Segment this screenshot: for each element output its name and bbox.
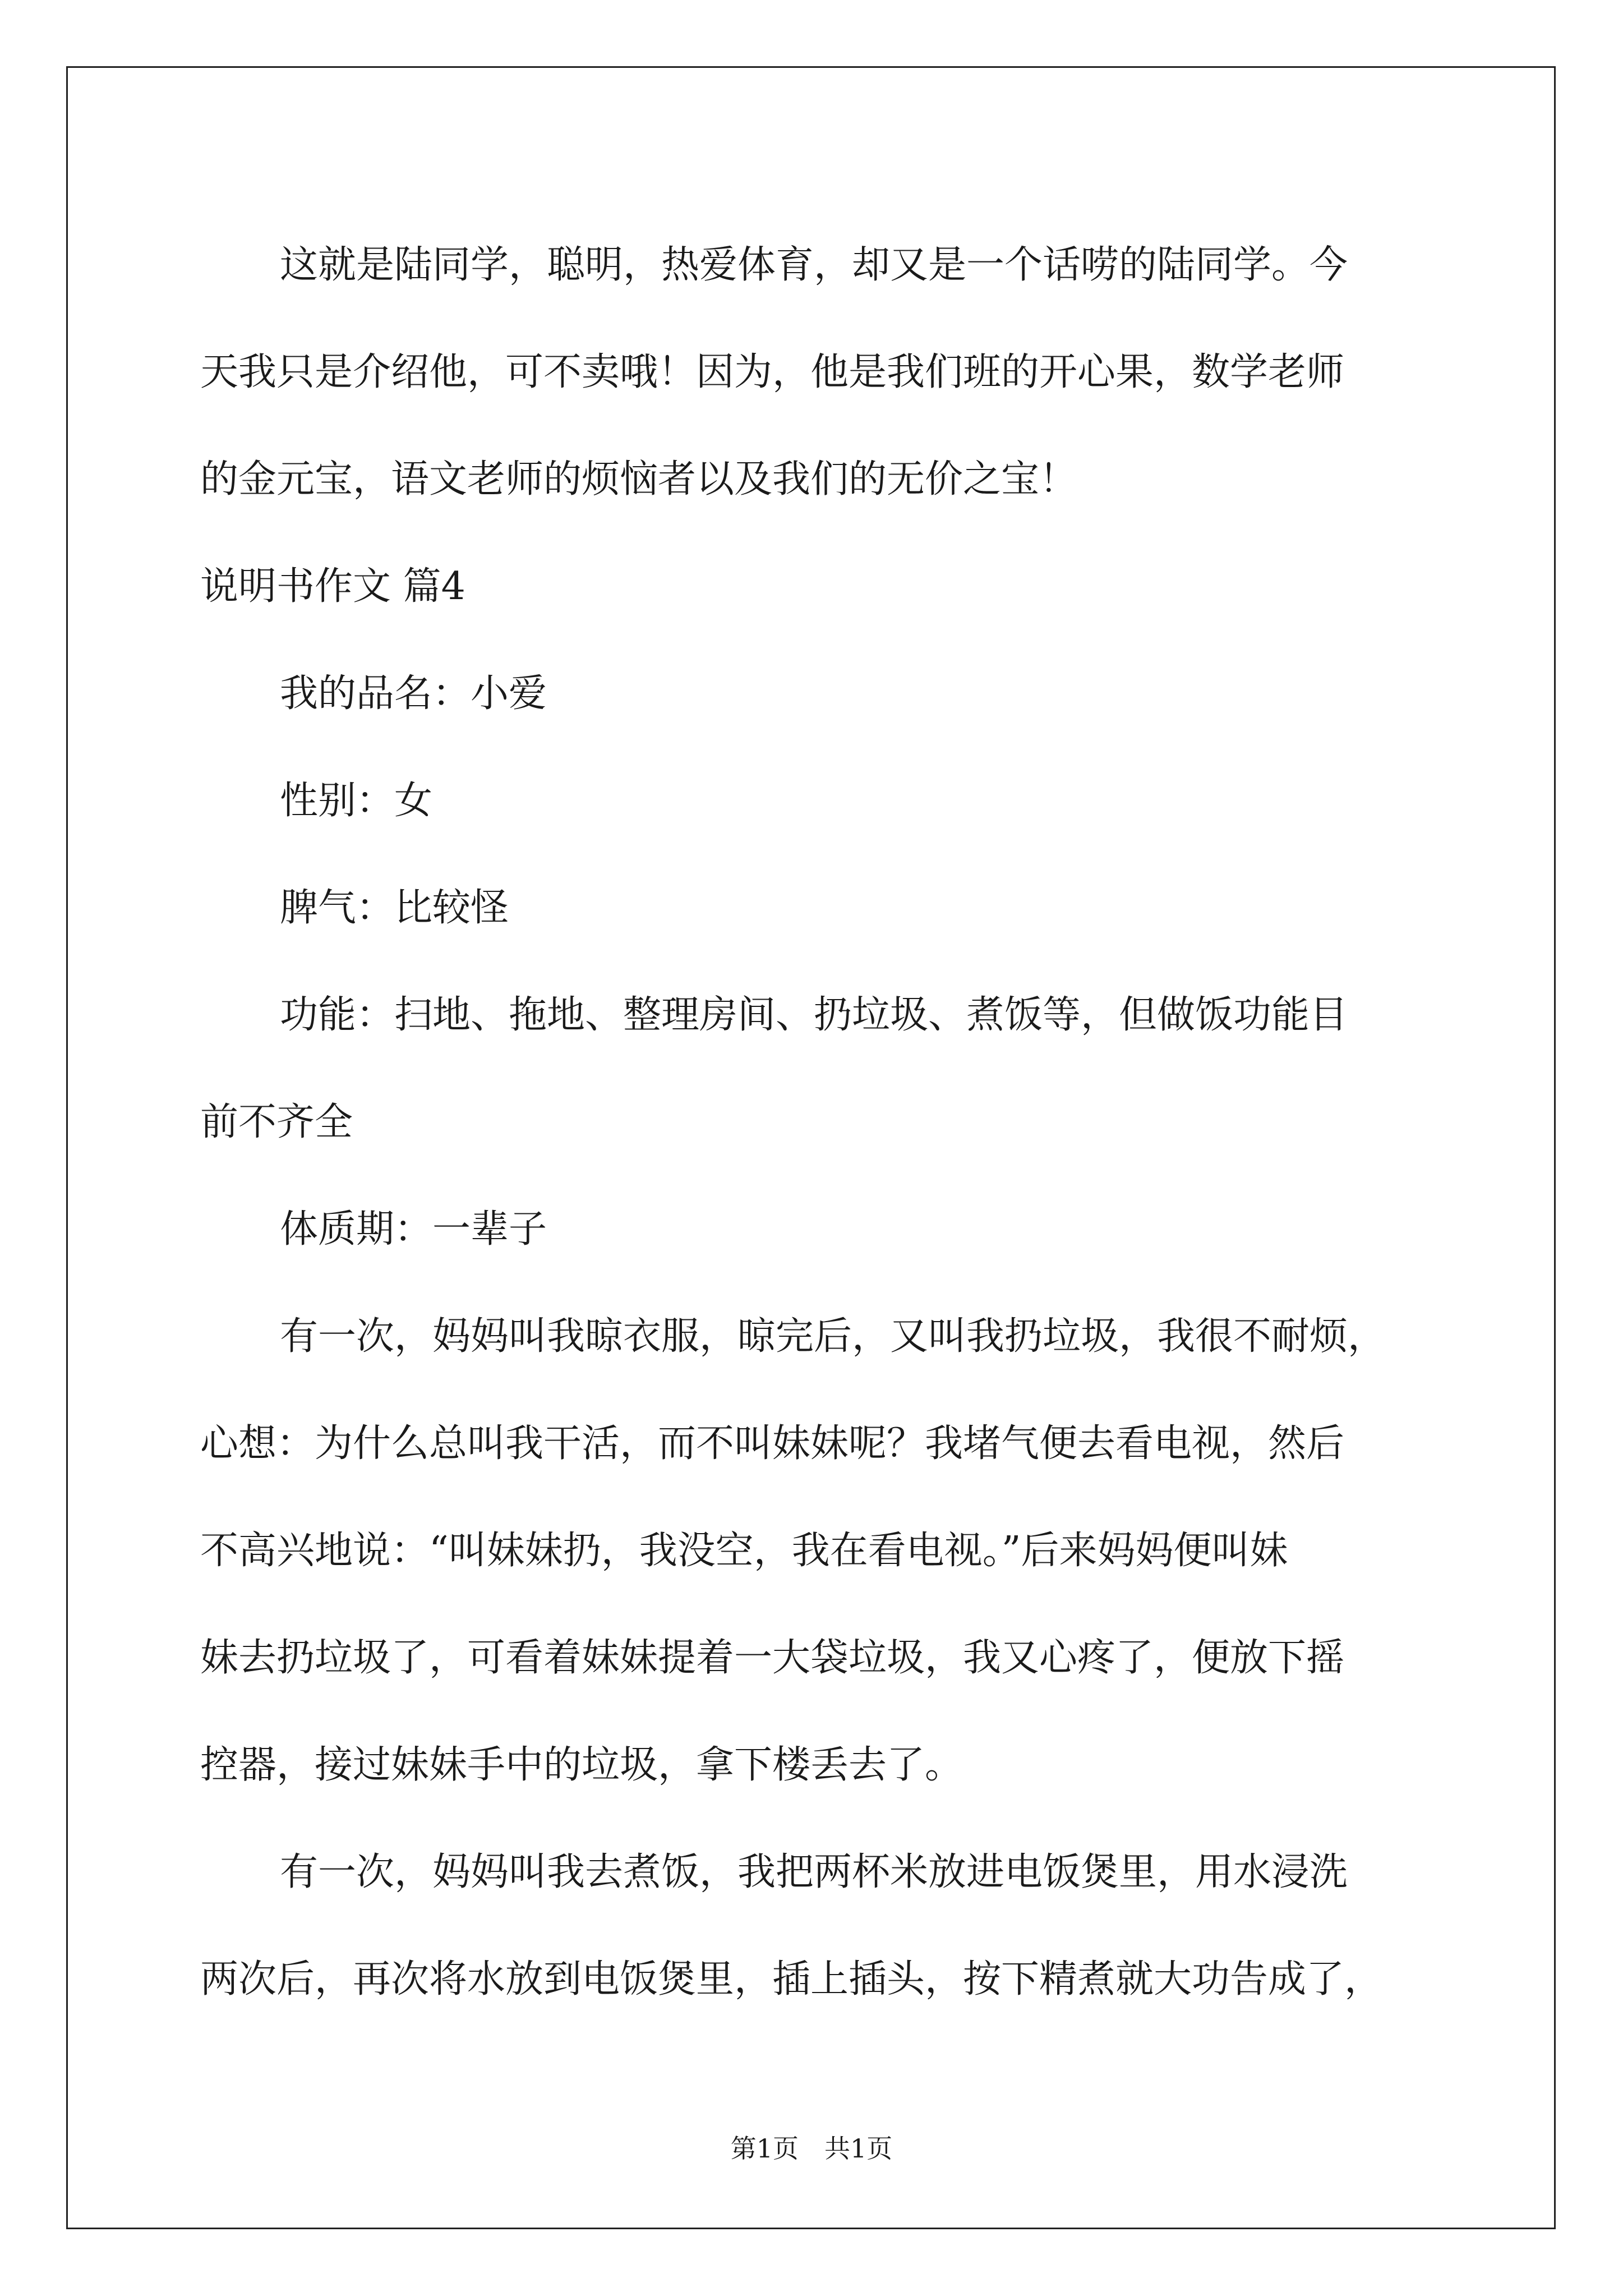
paragraph-line: 两次后，再次将水放到电饭煲里，插上插头，按下精煮就大功告成了，	[200, 1957, 1383, 2001]
paragraph-line: 我的品名：小爱	[280, 671, 547, 716]
page-number: 第1页	[730, 2133, 799, 2164]
paragraph-line: 天我只是介绍他，可不卖哦！因为，他是我们班的开心果，数学老师	[200, 350, 1345, 394]
paragraph-line: 这就是陆同学，聪明，热爱体育，却又是一个话唠的陆同学。今	[280, 243, 1348, 287]
paragraph-line: 功能：扫地、拖地、整理房间、扔垃圾、煮饭等，但做饭功能目	[280, 993, 1348, 1037]
document-body	[200, 211, 1434, 2033]
section-heading: 说明书作文 篇4	[200, 564, 465, 609]
paragraph-line: 体质期：一辈子	[280, 1207, 547, 1251]
paragraph-line: 性别：女	[280, 779, 433, 823]
paragraph-line: 控器，接过妹妹手中的垃圾，拿下楼丢去了。	[200, 1743, 963, 1787]
paragraph-line: 前不齐全	[200, 1100, 353, 1144]
paragraph-line: 妹去扔垃圾了，可看着妹妹提着一大袋垃圾，我又心疼了，便放下摇	[200, 1636, 1345, 1680]
page-total: 共1页	[824, 2133, 893, 2164]
paragraph-line: 心想：为什么总叫我干活，而不叫妹妹呢？我堵气便去看电视，然后	[200, 1421, 1345, 1466]
paragraph-line: 不高兴地说：“叫妹妹扔，我没空，我在看电视。”后来妈妈便叫妹	[200, 1529, 1288, 1573]
paragraph-line: 有一次，妈妈叫我晾衣服，晾完后，又叫我扔垃圾，我很不耐烦，	[280, 1314, 1386, 1359]
paragraph-line: 有一次，妈妈叫我去煮饭，我把两杯米放进电饭煲里，用水浸洗	[280, 1850, 1348, 1894]
paragraph-line: 的金元宝，语文老师的烦恼者以及我们的无价之宝！	[200, 457, 1078, 501]
paragraph-line: 脾气：比较怪	[280, 886, 509, 930]
page-footer	[0, 2132, 1623, 2165]
